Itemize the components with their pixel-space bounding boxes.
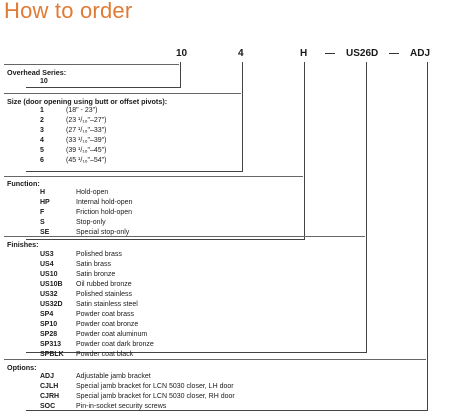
option-code: 6 <box>40 157 44 164</box>
list-item <box>40 340 360 349</box>
option-code: H <box>40 189 46 196</box>
list-item <box>40 198 300 207</box>
option-desc: Internal hold-open <box>76 199 133 206</box>
list-item <box>40 156 240 165</box>
list-item <box>40 270 360 279</box>
option-desc: Special stop-only <box>76 229 130 236</box>
option-desc: Stop-only <box>76 219 106 226</box>
section-divider <box>4 93 241 94</box>
list-item <box>40 136 240 145</box>
option-code: 5 <box>40 147 44 154</box>
option-code: 10 <box>40 78 48 85</box>
option-desc: (33 ¹/₁₆"–39") <box>66 137 107 144</box>
option-desc: Powder coat bronze <box>76 321 139 328</box>
option-desc: Special jamb bracket for LCN 5030 closer, LH door <box>76 383 234 390</box>
option-code: US32 <box>40 291 58 298</box>
option-desc: Special jamb bracket for LCN 5030 closer, RH door <box>76 393 235 400</box>
list-item <box>40 290 360 299</box>
code-size: 4 <box>238 48 244 59</box>
option-desc: Friction hold-open <box>76 209 133 216</box>
option-code: 2 <box>40 117 44 124</box>
code-function: H <box>300 48 308 59</box>
list-item <box>40 218 300 227</box>
option-desc: Satin stainless steel <box>76 301 138 308</box>
option-code: US4 <box>40 261 54 268</box>
option-code: CJLH <box>40 383 59 390</box>
option-code: F <box>40 209 45 216</box>
option-desc: Hold-open <box>76 189 109 196</box>
list-item <box>40 106 240 115</box>
list-item <box>40 300 360 309</box>
section-divider <box>4 64 179 65</box>
section-title-series: Overhead Series: <box>7 68 67 77</box>
list-item <box>40 146 240 155</box>
option-code: 1 <box>40 107 44 114</box>
list-item <box>40 330 360 339</box>
list-item <box>40 228 300 237</box>
list-item <box>40 372 420 381</box>
section-title-options: Options: <box>7 363 37 372</box>
option-desc: (27 ¹/₁₆"–33") <box>66 127 107 134</box>
option-code: SP28 <box>40 331 58 338</box>
section-title-size: Size (door opening using butt or offset pivots): <box>7 97 168 106</box>
option-code: ADJ <box>40 373 55 380</box>
list-item <box>40 310 360 319</box>
section-divider <box>4 359 426 360</box>
option-desc: Oil rubbed bronze <box>76 281 132 288</box>
option-desc: Powder coat brass <box>76 311 134 318</box>
list-item <box>40 116 240 125</box>
option-desc: Powder coat dark bronze <box>76 341 154 348</box>
option-desc: Pin-in-socket security screws <box>76 403 167 410</box>
option-code: SOC <box>40 403 56 410</box>
list-item <box>40 382 420 391</box>
option-code: SE <box>40 229 50 236</box>
option-desc: Adjustable jamb bracket <box>76 373 151 380</box>
option-code: US10 <box>40 271 58 278</box>
list-item <box>40 350 360 359</box>
code-option: ADJ <box>410 48 431 59</box>
list-item <box>40 320 360 329</box>
option-desc: (39 ¹/₁₆"–45") <box>66 147 107 154</box>
list-item <box>40 280 360 289</box>
option-desc: (18" - 23") <box>66 107 98 114</box>
list-item <box>40 392 420 401</box>
code-series: 10 <box>176 48 188 59</box>
option-desc: Powder coat black <box>76 351 134 358</box>
option-code: SPBLK <box>40 351 64 358</box>
option-code: US3 <box>40 251 54 258</box>
list-item <box>40 126 240 135</box>
option-code: 3 <box>40 127 44 134</box>
separator-dash <box>389 53 399 54</box>
page-title: How to order <box>4 0 133 23</box>
option-desc: (23 ¹/₁₆"–27") <box>66 117 107 124</box>
list-item <box>40 208 300 217</box>
list-item <box>40 77 140 86</box>
code-finish: US26D <box>346 48 379 59</box>
option-desc: Polished brass <box>76 251 122 258</box>
option-code: S <box>40 219 45 226</box>
option-desc: Polished stainless <box>76 291 133 298</box>
option-desc: Satin brass <box>76 261 112 268</box>
list-item <box>40 250 360 259</box>
option-code: US10B <box>40 281 63 288</box>
separator-dash <box>325 53 335 54</box>
section-divider <box>4 176 303 177</box>
list-item <box>40 188 300 197</box>
option-desc: Satin bronze <box>76 271 116 278</box>
option-code: SP313 <box>40 341 62 348</box>
option-code: CJRH <box>40 393 60 400</box>
section-title-function: Function: <box>7 179 40 188</box>
list-item <box>40 402 420 411</box>
option-code: US32D <box>40 301 63 308</box>
section-title-finishes: Finishes: <box>7 240 39 249</box>
option-code: SP4 <box>40 311 54 318</box>
option-code: SP10 <box>40 321 58 328</box>
list-item <box>40 260 360 269</box>
option-desc: (45 ¹/₁₆"–54") <box>66 157 107 164</box>
option-desc: Powder coat aluminum <box>76 331 148 338</box>
option-code: HP <box>40 199 50 206</box>
option-code: 4 <box>40 137 44 144</box>
